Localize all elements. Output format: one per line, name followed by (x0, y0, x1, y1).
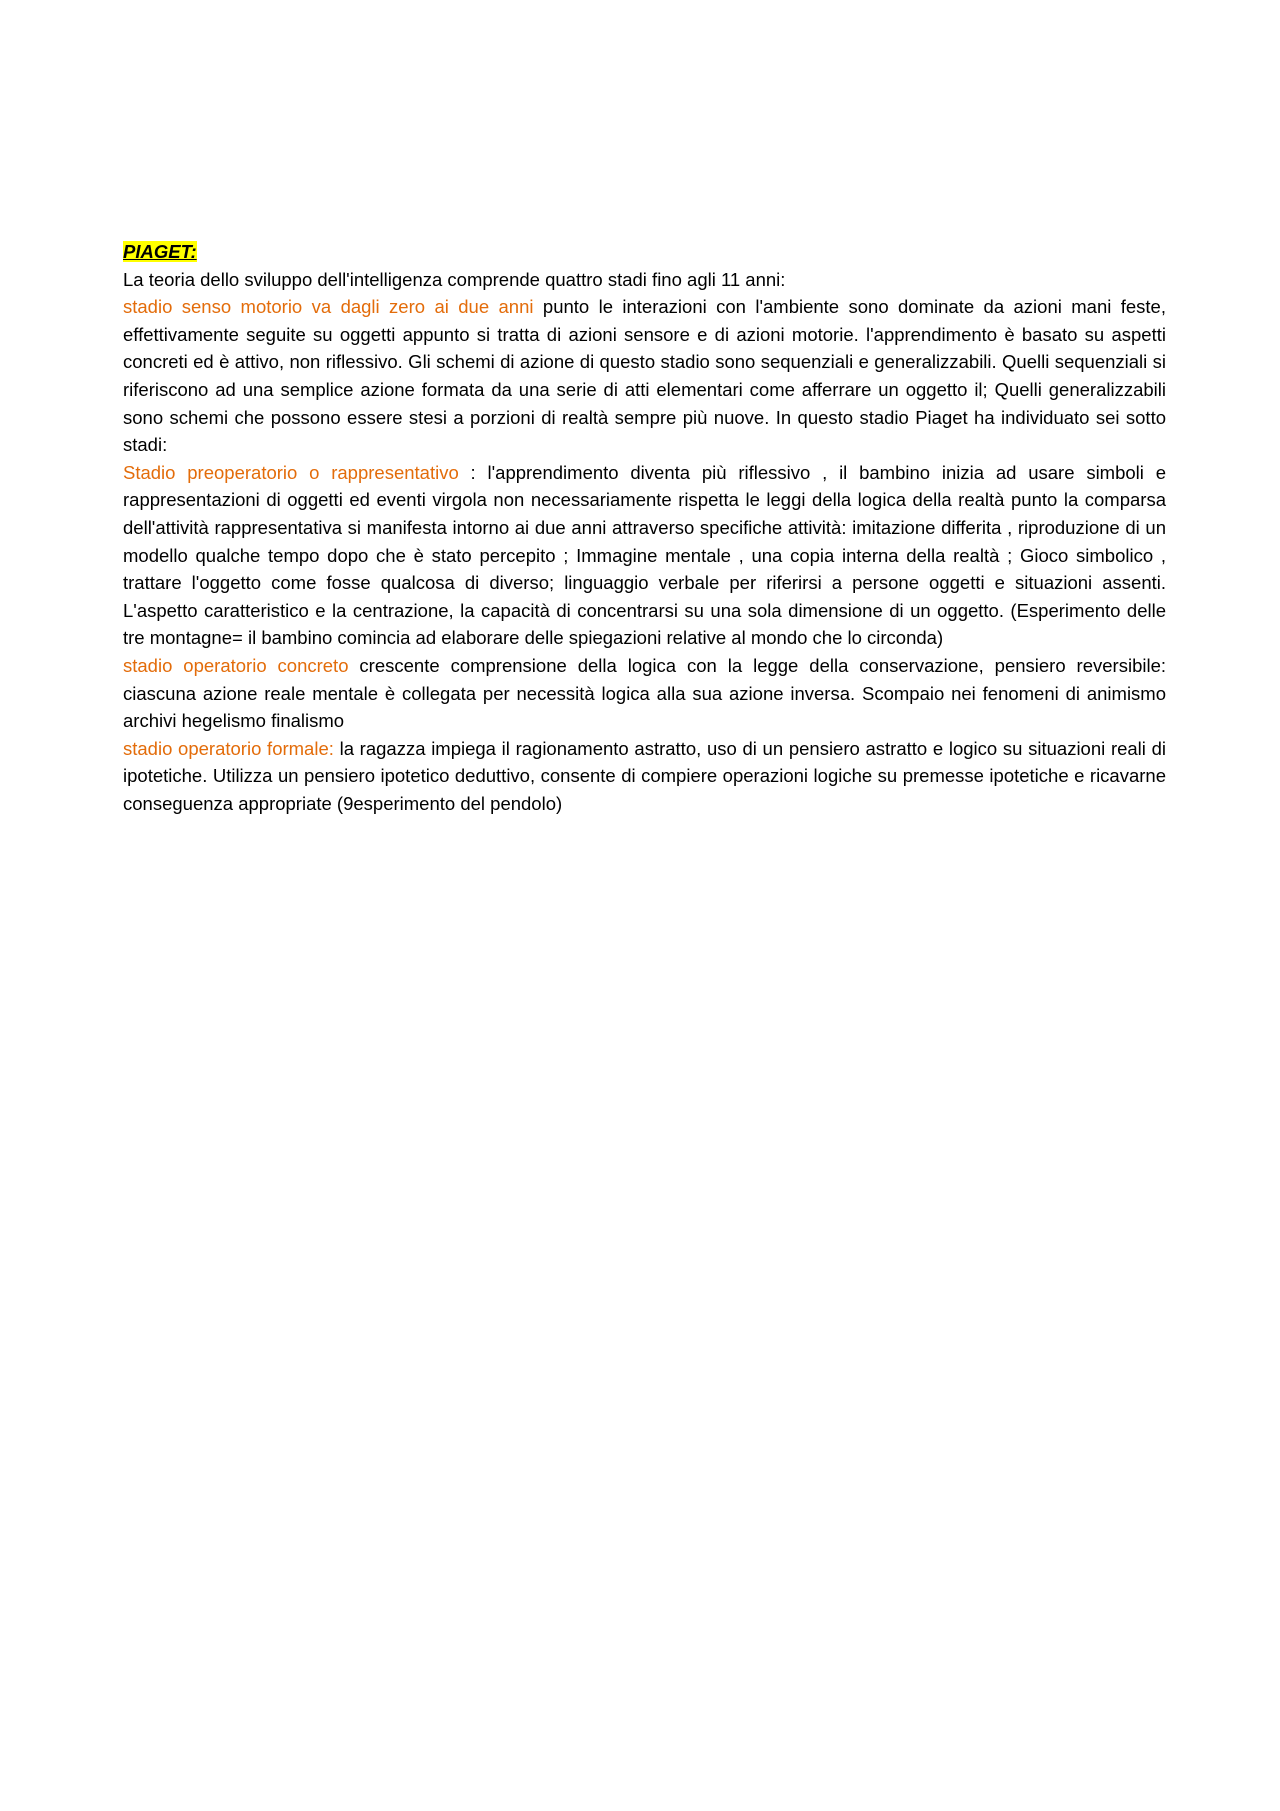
intro-paragraph: La teoria dello sviluppo dell'intelligenza comprende quattro stadi fino agli 11 anni: (123, 268, 786, 290)
stage-label: stadio operatorio formale: (123, 737, 334, 759)
stage-text: : l'apprendimento diventa più riflessivo , il bambino inizia ad usare simboli e rappresentazioni di oggetti ed eventi virgola non necessariamente rispetta le leggi della logica della realtà punto la comparsa dell'attività rappresentativa si manifesta intorno ai due anni attraverso specifiche attività: imitazione differita , riproduzione di un modello qualche tempo dopo che è stato percepito ; Immagine mentale , una copia interna della realtà ; Gioco simbolico , trattare l'oggetto come fosse qualcosa di diverso; linguaggio verbale per riferirsi a persone oggetti e situazioni assenti. L'aspetto caratteristico e la centrazione, la capacità di concentrarsi su una sola dimensione di un oggetto. (Esperimento delle tre montagne= il bambino comincia ad elaborare delle spiegazioni relative al mondo che lo circonda) (123, 461, 1166, 649)
stage-text: crescente comprensione della logica con la legge della conservazione, pensiero reversibile: ciascuna azione reale mentale è collegata per necessità logica alla sua azione inversa. Scompaio nei fenomeni di animismo archivi hegelismo finalismo (123, 654, 1167, 732)
stage-paragraph-concrete-operational (123, 652, 1166, 735)
stage-label: Stadio preoperatorio o rappresentativo (123, 461, 459, 483)
stage-label: stadio operatorio concreto (123, 654, 349, 676)
stage-text: la ragazza impiega il ragionamento astratto, uso di un pensiero astratto e logico su situazioni reali di ipotetiche. Utilizza un pensiero ipotetico deduttivo, consente di compiere operazioni logiche su premesse ipotetiche e ricavarne conseguenza appropriate (9esperimento del pendolo) (123, 737, 1166, 814)
document-body (123, 238, 1166, 817)
title-line (123, 238, 1166, 266)
document-title: PIAGET: (123, 241, 197, 262)
stage-text: punto le interazioni con l'ambiente sono dominate da azioni mani feste, effettivamente seguite su oggetti appunto si tratta di azioni sensore e di azioni motorie. l'apprendimento è basato su aspetti concreti ed è attivo, non riflessivo. Gli schemi di azione di questo stadio sono sequenziali e generalizzabili. Quelli sequenziali si riferiscono ad una semplice azione formata da una serie di atti elementari come afferrare un oggetto il; Quelli generalizzabili sono schemi che possono essere stesi a porzioni di realtà sempre più nuove. In questo stadio Piaget ha individuato sei sotto stadi: (123, 296, 1166, 456)
stage-paragraph-preoperational (123, 459, 1166, 652)
stage-paragraph-sensorimotor (123, 293, 1166, 459)
stage-label: stadio senso motorio va dagli zero ai due anni (123, 296, 534, 318)
stage-paragraph-formal-operational (123, 735, 1166, 818)
